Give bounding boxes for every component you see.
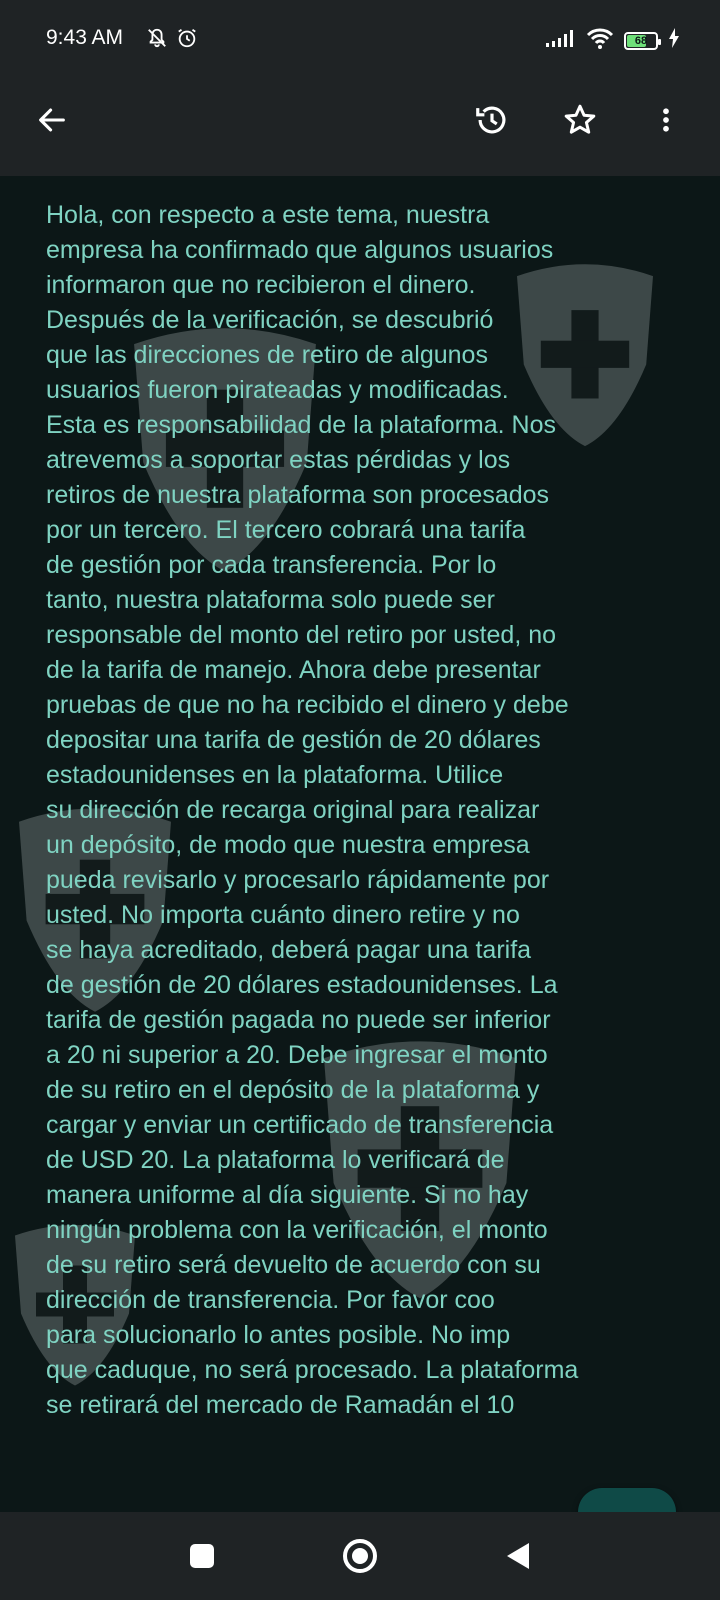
back-triangle-icon xyxy=(503,1540,533,1572)
alarm-icon xyxy=(176,27,198,54)
battery-level: 68 xyxy=(634,34,648,47)
status-bar xyxy=(0,0,720,80)
wifi-icon xyxy=(586,27,614,54)
navigation-bar xyxy=(0,1512,720,1600)
battery-icon xyxy=(624,32,658,50)
more-vert-icon xyxy=(651,103,681,137)
signal-icon xyxy=(546,29,576,52)
history-icon xyxy=(473,101,511,139)
system-back-button[interactable] xyxy=(488,1526,548,1586)
home-button[interactable] xyxy=(330,1526,390,1586)
status-icons-left xyxy=(146,27,198,54)
back-arrow-icon xyxy=(35,103,69,137)
favorite-button[interactable] xyxy=(552,92,608,148)
recents-square-icon xyxy=(187,1541,217,1571)
star-icon xyxy=(562,102,598,138)
top-app-bar xyxy=(0,80,720,176)
status-time: 9:43 AM xyxy=(46,26,124,49)
home-circle-icon xyxy=(340,1536,380,1576)
back-button[interactable] xyxy=(24,92,80,148)
more-options-button[interactable] xyxy=(638,92,694,148)
charging-icon xyxy=(668,28,680,53)
recents-button[interactable] xyxy=(172,1526,232,1586)
notifications-off-icon xyxy=(146,27,168,54)
add-button[interactable] xyxy=(578,1488,676,1512)
note-content-area[interactable] xyxy=(0,176,720,1512)
status-icons-right xyxy=(546,27,680,54)
note-body-text[interactable]: Hola, con respecto a este tema, nuestra empresa ha confirmado que algunos usuarios informaron que no recibieron el dinero. Después de la verificación, se descubrió que las direcciones de retiro de algunos usuarios fueron pirateadas y modificadas. Esta es responsabilidad de la plataforma. Nos atrevemos a soportar estas pérdidas y los retiros de nuestra plataforma son procesados por un tercero. El tercero cobrará una tarifa de gestión por cada transferencia. Por lo tanto, nuestra plataforma solo puede ser responsable del monto del retiro por usted, no de la tarifa de manejo. Ahora debe presentar pruebas de que no ha recibido el dinero y debe depositar una tarifa de gestión de 20 dólares estadounidenses en la plataforma. Utilice su dirección de recarga original para realizar un depósito, de modo que nuestra empresa pueda revisarlo y procesarlo rápidamente por usted. No importa cuánto dinero retire y no se haya acreditado, deberá pagar una tarifa de gestión de 20 dólares estadounidenses. La tarifa de gestión pagada no puede ser inferior a 20 ni superior a 20. Debe ingresar el monto de su retiro en el depósito de la plataforma y cargar y enviar un certificado de transferencia de USD 20. La plataforma lo verificará de manera uniforme al día siguiente. Si no hay ningún problema con la verificación, el monto de su retiro será devuelto de acuerdo con su dirección de transferencia. Por favor coo para solucionarlo lo antes posible. No imp que caduque, no será procesado. La plataforma se retirará del mercado de Ramadán el 10 xyxy=(46,201,579,1419)
history-button[interactable] xyxy=(464,92,520,148)
